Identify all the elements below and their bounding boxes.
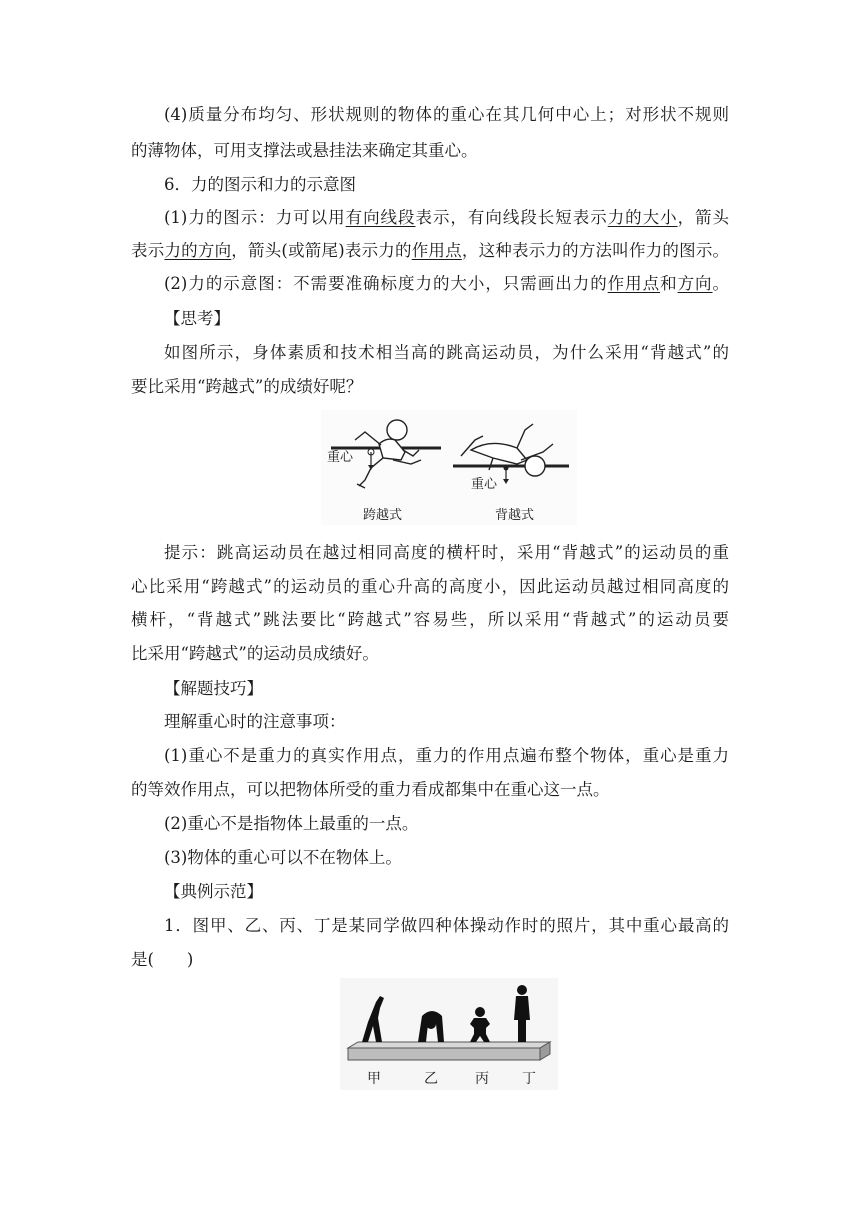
center-of-gravity-label-right: 重心 — [471, 477, 498, 492]
underlined-term: 力的方向 — [164, 241, 232, 260]
tips-intro: 理解重心时的注意事项： — [164, 712, 346, 731]
tip-3: (3)物体的重心可以不在物体上。 — [164, 848, 402, 867]
underlined-term: 力的大小 — [607, 208, 678, 227]
force-diagram-line1 — [164, 208, 729, 228]
tips-heading: 【解题技巧】 — [164, 679, 263, 698]
underlined-term: 方向 — [677, 274, 713, 293]
text: (1)力的图示：力可以用 — [164, 208, 346, 227]
section-6-heading: 6．力的图示和力的示意图 — [164, 175, 356, 194]
caption-fosbury: 背越式 — [495, 508, 535, 523]
text: ，箭头(或箭尾)表示力的 — [231, 241, 412, 260]
example-question-line2: 是( ) — [131, 950, 194, 969]
think-question-line2: 要比采用“跨越式”的成绩好呢？ — [131, 377, 363, 396]
label-yi: 乙 — [424, 1071, 438, 1087]
p4-line1: (4)质量分布均匀、形状规则的物体的重心在其几何中心上；对形状不规则 — [164, 105, 729, 124]
underlined-term: 有向线段 — [345, 208, 416, 227]
center-of-gravity-label-left: 重心 — [327, 450, 354, 465]
label-jia: 甲 — [367, 1071, 381, 1087]
example-heading: 【典例示范】 — [164, 882, 263, 901]
text: ，这种表示力的方法叫作力的图示。 — [461, 241, 730, 260]
tip-1-line2: 的等效作用点，可以把物体所受的重力看成都集中在重心这一点。 — [131, 780, 610, 799]
force-sketch-line — [164, 274, 729, 294]
hint-line4: 比采用“跨越式”的运动员成绩好。 — [131, 644, 379, 663]
label-ding: 丁 — [522, 1071, 536, 1087]
figure-ding-head — [517, 985, 527, 995]
example-question-line1: 1．图甲、乙、丙、丁是某同学做四种体操动作时的照片，其中重心最高的 — [164, 916, 729, 935]
think-heading: 【思考】 — [164, 309, 230, 328]
text: ，箭头 — [677, 208, 730, 227]
label-bing: 丙 — [475, 1071, 489, 1087]
text: (2)力的示意图：不需要准确标度力的大小，只需画出力的 — [164, 274, 608, 293]
underlined-term: 作用点 — [607, 274, 661, 293]
high-jump-figure — [321, 410, 577, 525]
tip-2: (2)重心不是指物体上最重的一点。 — [164, 814, 419, 833]
hint-line1: 提示：跳高运动员在越过相同高度的横杆时，采用“背越式”的运动员的重 — [164, 543, 729, 562]
think-question-line1: 如图所示，身体素质和技术相当高的跳高运动员，为什么采用“背越式”的 — [164, 343, 729, 362]
tip-1-line1: (1)重心不是重力的真实作用点，重力的作用点遍布整个物体，重心是重力 — [164, 746, 729, 765]
text: 。 — [712, 274, 730, 293]
p4-line2: 的薄物体，可用支撑法或悬挂法来确定其重心。 — [131, 141, 478, 160]
gymnastics-figure — [340, 978, 558, 1090]
hint-line2: 心比采用“跨越式”的运动员的重心升高的高度小，因此运动员越过相同高度的 — [131, 577, 729, 596]
underlined-term: 作用点 — [411, 241, 462, 260]
text: 表示，有向线段长短表示 — [415, 208, 608, 227]
text: 和 — [660, 274, 678, 293]
hint-line3: 横杆，“背越式”跳法要比“跨越式”容易些，所以采用“背越式”的运动员要 — [131, 610, 729, 629]
figure-bing-head — [475, 1007, 485, 1017]
text: 表示 — [131, 241, 165, 260]
force-diagram-line2 — [131, 241, 729, 261]
caption-scissors: 跨越式 — [363, 508, 403, 523]
